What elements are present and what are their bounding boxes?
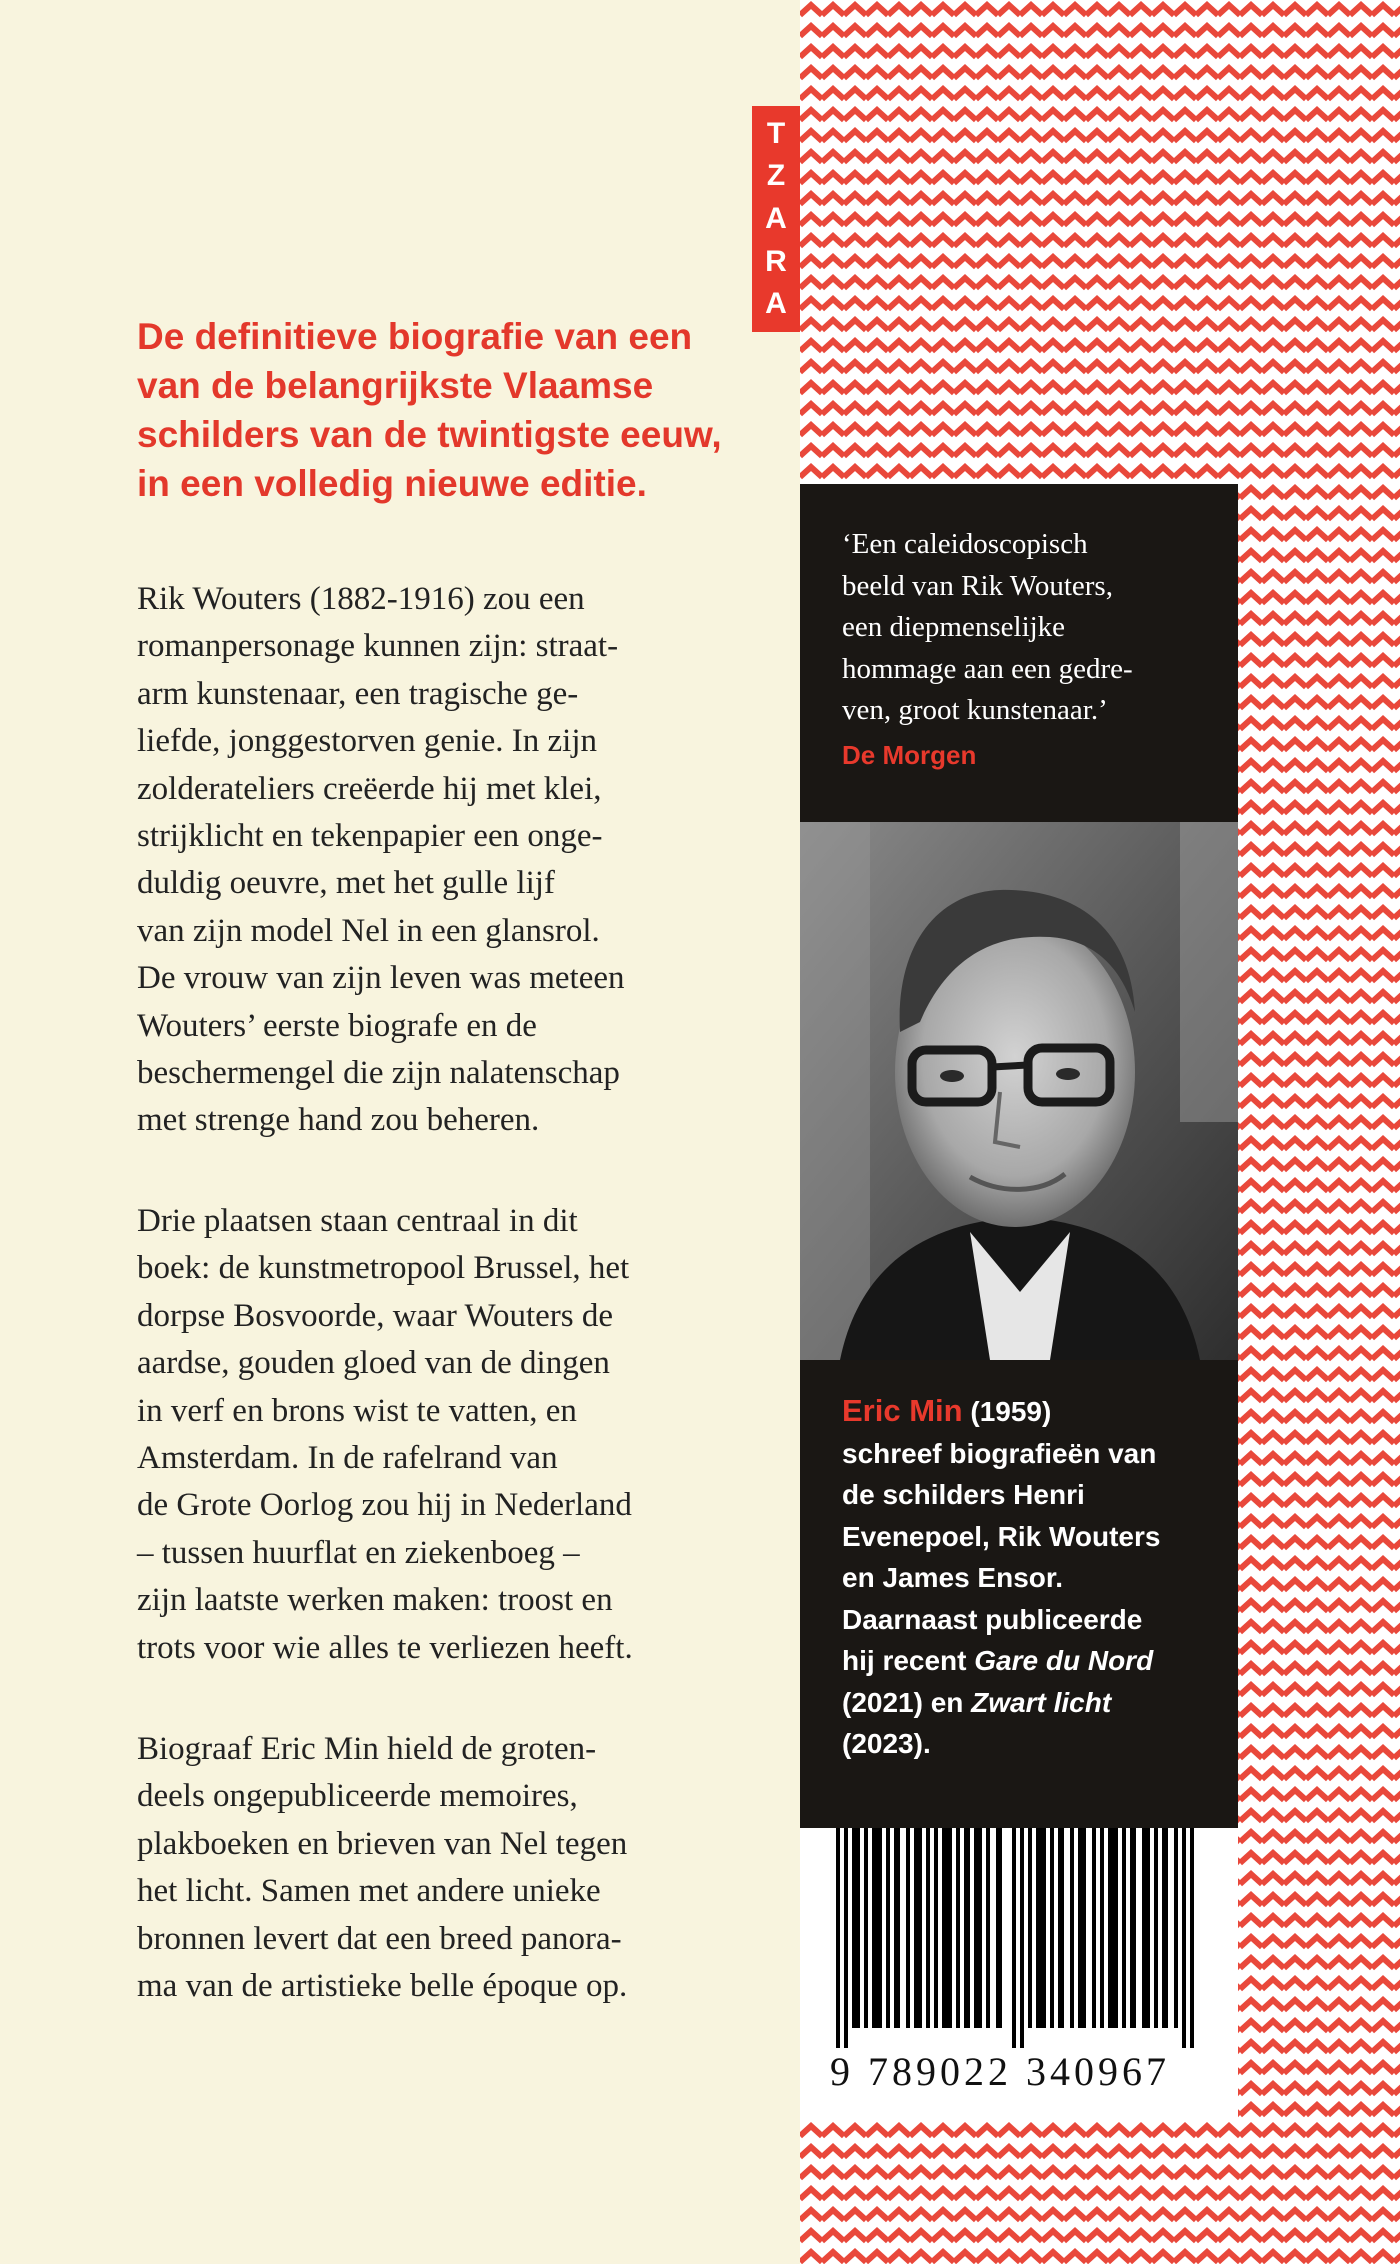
quote-line: ‘Een caleidoscopisch (842, 528, 1088, 560)
barcode-icon (836, 1828, 1206, 2048)
bio-line: de schilders Henri (842, 1479, 1085, 1510)
blurb-line: van zijn model Nel in een glansrol. (137, 912, 600, 949)
logo-letter: T (766, 116, 786, 150)
tagline (137, 312, 757, 508)
blurb-line: Biograaf Eric Min hield de groten- (137, 1731, 597, 1767)
bio-text: hij recent (842, 1645, 975, 1676)
isbn-number: 9 789022 340967 (830, 2049, 1170, 2094)
blurb-line: met strenge hand zou beheren. (137, 1102, 540, 1139)
bio-line: Daarnaast publiceerde (842, 1603, 1143, 1635)
blurb-line: romanpersonage kunnen zijn: straat- (137, 628, 619, 665)
blurb-line: de Grote Oorlog zou hij in Nederland (137, 1487, 632, 1524)
isbn-barcode (800, 1828, 1238, 2118)
blurb-paragraph-3 (137, 1726, 777, 2010)
bio-text: (2021) en (842, 1686, 972, 1718)
blurb-line: duldig oeuvre, met het gulle lijf (137, 865, 555, 902)
bio-line: schreef biografieën van (842, 1437, 1157, 1469)
blurb-line: liefde, jonggestorven genie. In zijn (137, 723, 598, 760)
logo-letter: A (765, 201, 787, 235)
blurb-line: beschermengel die zijn nalatenschap (137, 1055, 620, 1092)
author-birth-year: (1959) (970, 1396, 1052, 1427)
blurb-line: arm kunstenaar, een tragische ge- (137, 675, 579, 712)
publisher-logo (752, 106, 800, 332)
blurb-line: – tussen huurflat en ziekenboeg – (137, 1534, 580, 1571)
author-photo (800, 822, 1238, 1360)
author-bio (842, 1390, 1160, 1765)
logo-letter: Z (766, 159, 786, 193)
blurb-line: Amsterdam. In de rafelrand van (137, 1440, 558, 1477)
blurb-line: zijn laatste werken maken: troost en (137, 1582, 613, 1619)
blurb-line: strijklicht en tekenpapier een onge- (137, 818, 603, 855)
blurb-paragraph-1 (137, 576, 777, 1145)
tagline-line: in een volledig nieuwe editie. (137, 463, 647, 504)
tagline-line: schilders van de twintigste eeuw, (137, 414, 722, 455)
quote-line: beeld van Rik Wouters, (842, 569, 1113, 602)
logo-letter: A (765, 287, 787, 321)
blurb-line: ma van de artistieke belle époque op. (137, 1968, 628, 2005)
bio-line: (2023). (842, 1728, 931, 1759)
blurb-paragraph-2 (137, 1198, 777, 1672)
blurb-line: trots voor wie alles te verliezen heeft. (137, 1629, 633, 1666)
bio-line: Evenepoel, Rik Wouters (842, 1520, 1161, 1552)
quote-line: een diepmenselijke (842, 611, 1066, 643)
book-title: Gare du Nord (974, 1645, 1154, 1676)
author-name: Eric Min (842, 1393, 963, 1428)
quote-line: ven, groot kunstenaar.’ (842, 694, 1108, 726)
blurb-line: in verf en brons wist te vatten, en (137, 1392, 577, 1429)
blurb-line: De vrouw van zijn leven was meteen (137, 960, 625, 997)
blurb-line: aardse, gouden gloed van de dingen (137, 1345, 610, 1382)
blurb-line: Rik Wouters (1882-1916) zou een (137, 581, 585, 617)
blurb-line: het licht. Samen met andere unieke (137, 1873, 601, 1910)
blurb-line: bronnen levert dat een breed panora- (137, 1920, 622, 1957)
bio-line: en James Ensor. (842, 1562, 1064, 1593)
blurb-line: plakboeken en brieven van Nel tegen (137, 1825, 628, 1862)
review-quote (842, 524, 1133, 732)
tagline-line: van de belangrijkste Vlaamse (137, 365, 654, 406)
blurb-line: Drie plaatsen staan centraal in dit (137, 1203, 578, 1239)
quote-line: hommage aan een gedre- (842, 652, 1133, 685)
blurb-line: dorpse Bosvoorde, waar Wouters de (137, 1297, 614, 1334)
blurb-line: zolderateliers creëerde hij met klei, (137, 770, 602, 807)
logo-letter: R (765, 244, 787, 278)
blurb-line: deels ongepubliceerde memoires, (137, 1778, 578, 1815)
book-title: Zwart licht (971, 1686, 1112, 1718)
quote-source: De Morgen (842, 740, 977, 770)
blurb-line: boek: de kunstmetropool Brussel, het (137, 1250, 630, 1287)
blurb-line: Wouters’ eerste biografe en de (137, 1007, 537, 1044)
tagline-line: De definitieve biografie van een (137, 316, 693, 357)
